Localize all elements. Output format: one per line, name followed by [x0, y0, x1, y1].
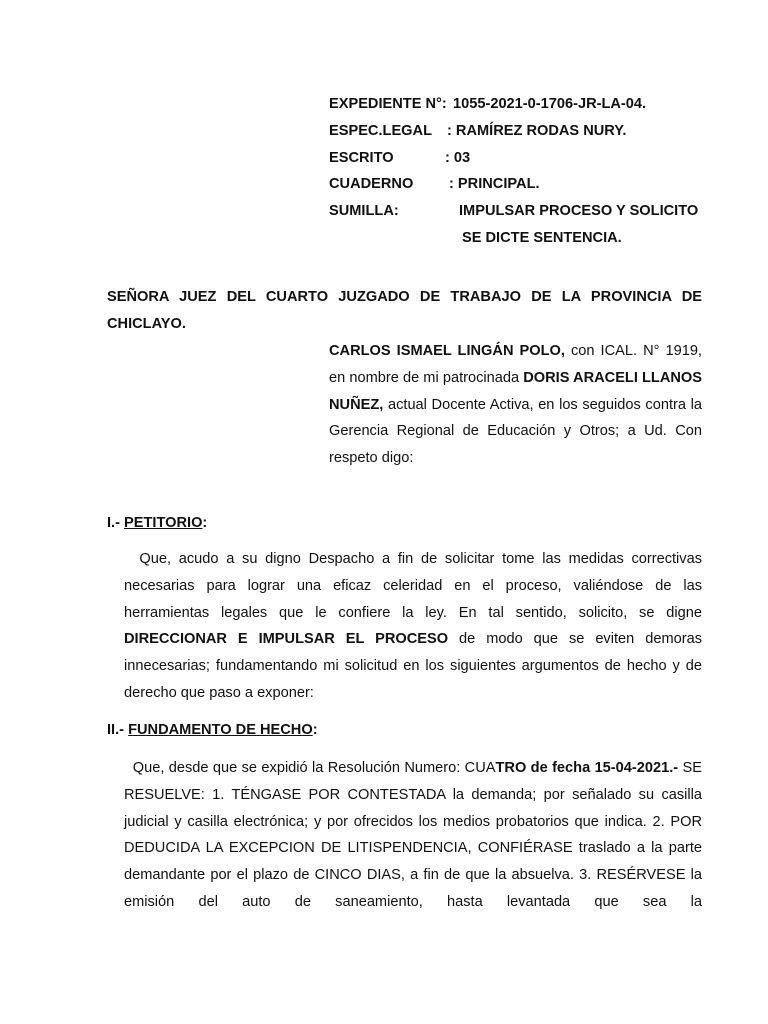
- lawyer-name: CARLOS ISMAEL LINGÁN POLO,: [329, 343, 565, 359]
- escrito-label: ESCRITO: [329, 149, 394, 166]
- fundamento-text-1: Que, desde que se expidió la Resolución Numero: CUA: [132, 760, 496, 776]
- expediente-label: EXPEDIENTE N°:: [329, 96, 447, 112]
- espec-legal-label: ESPEC.LEGAL: [329, 122, 432, 139]
- addressee: SEÑORA JUEZ DEL CUARTO JUZGADO DE TRABAJO DE LA PROVINCIA DE CHICLAYO.: [107, 289, 702, 332]
- petitorio-text-1: Que, acudo a su digno Despacho a fin de solicitar tome las medidas correctivas necesarias para lograr una eficaz celeridad en el proceso, valiéndose de las herramientas legales que le confiere la ley. En tal sentido, solicito, se digne: [124, 551, 703, 621]
- fundamento-bold-text: TRO de fecha 15-04-2021.-: [495, 760, 679, 776]
- section-1-number: I.-: [107, 515, 125, 531]
- section-2-number: II.-: [107, 722, 129, 738]
- fundamento-text-2: SE RESUELVE: 1. TÉNGASE POR CONTESTADA la demanda; por señalado su casilla judicial y casilla electrónica; y por ofrecidos los medios probatorios que indica. 2. POR DEDUCIDA LA EXCEPCION DE LITISPENDENCIA, CONFIÉRASE traslado a la parte demandante por el plazo de CINCO DIAS, a fin de que la absuelva. 3. RESÉRVESE la emisión del auto de saneamiento, hasta levantada que sea la: [124, 760, 702, 910]
- petitorio-bold-text: DIRECCIONAR E IMPULSAR EL PROCESO: [124, 631, 449, 648]
- sumilla-label: SUMILLA:: [329, 203, 399, 220]
- cuaderno-label: CUADERNO: [329, 176, 414, 193]
- section-1-title: PETITORIO: [124, 515, 203, 531]
- intro-text-2: actual Docente Activa, en los seguidos contra la Gerencia Regional de Educación y Otros; a Ud. Con respeto digo:: [329, 396, 702, 467]
- sumilla-value-line-1: IMPULSAR PROCESO Y SOLICITO: [459, 203, 699, 220]
- intro-text-1: con ICAL. N° 1919, en nombre de mi patrocinada: [329, 343, 702, 386]
- cuaderno-value: : PRINCIPAL.: [449, 176, 540, 193]
- expediente-value: 1055-2021-0-1706-JR-LA-04.: [453, 96, 647, 112]
- petitorio-paragraph: [124, 546, 702, 707]
- fundamento-paragraph: [124, 755, 702, 916]
- sumilla-value-line-2: SE DICTE SENTENCIA.: [462, 229, 622, 246]
- petitorio-text-2: de modo que se eviten demoras innecesarias; fundamentando mi solicitud en los siguientes argumentos de hecho y de derecho que paso a exponer:: [124, 631, 702, 701]
- section-heading-petitorio: [107, 510, 207, 537]
- escrito-value: : 03: [445, 149, 471, 166]
- section-1-colon: :: [202, 515, 208, 531]
- section-2-title: FUNDAMENTO DE HECHO: [128, 722, 313, 738]
- espec-legal-value: : RAMÍREZ RODAS NURY.: [447, 122, 627, 139]
- intro-paragraph: [329, 338, 702, 472]
- section-2-colon: :: [312, 722, 318, 738]
- section-heading-fundamento: [107, 717, 318, 744]
- client-name: DORIS ARACELI LLANOS NUÑEZ,: [329, 369, 703, 413]
